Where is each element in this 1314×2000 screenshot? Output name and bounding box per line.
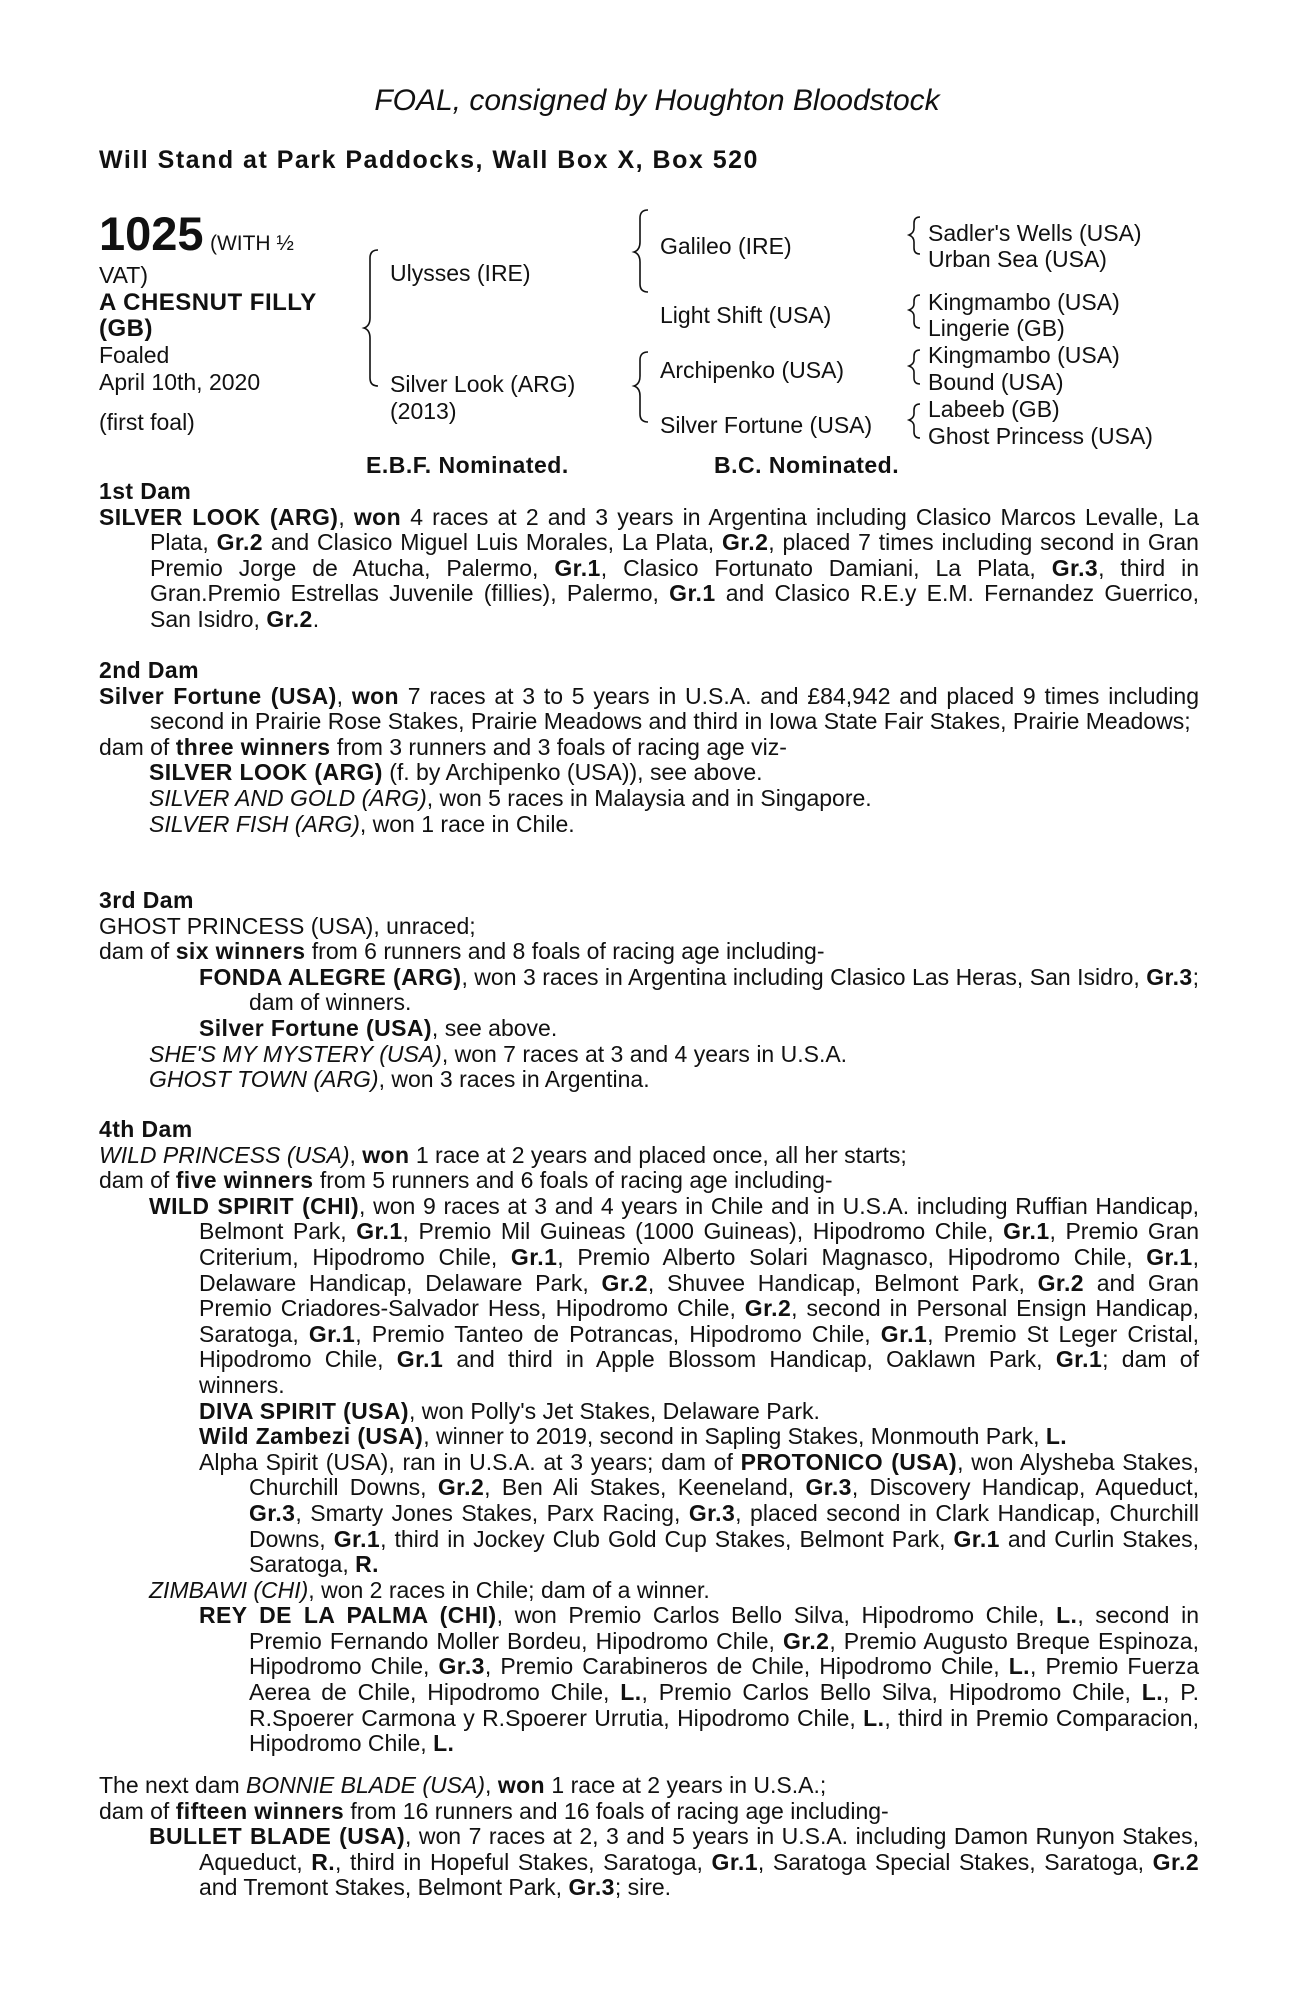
brace-galileo [909,217,920,254]
pedigree-dss: Kingmambo (USA) [928,342,1120,368]
pedigree-ddd: Ghost Princess (USA) [928,423,1153,449]
ebf-nominated: E.B.F. Nominated. [366,452,569,478]
produce-item: BULLET BLADE (USA), won 7 races at 2, 3 and 5 years in U.S.A. including Damon Runyon Stakes, Aqueduct, R., third in Hopeful Stakes, Saratoga, Gr.1, Saratoga Special Stakes, Saratoga, Gr.2 and Tremont Stakes, Belmont Park, Gr.3; sire. [149,1823,1200,1901]
section-heading: 2nd Dam [99,657,199,683]
second-dam-section [99,658,1199,837]
produce-item: SILVER LOOK (ARG) (f. by Archipenko (USA)), see above. [149,759,763,786]
first-dam-section [99,479,1199,633]
pedigree-sire: Ulysses (IRE) [390,260,531,286]
foaled-label: Foaled [99,342,170,368]
bc-nominated: B.C. Nominated. [714,452,900,478]
section-heading: 3rd Dam [99,887,194,913]
brace-dam-line [634,352,648,422]
fourth-dam-section [99,1117,1199,1757]
brace-archipenko [909,350,920,384]
pedigree-dds: Labeeb (GB) [928,396,1060,422]
second-dam-produce-line: dam of three winners from 3 runners and 3 foals of racing age viz- [99,733,787,760]
vat-note-2: VAT) [99,262,148,288]
pedigree-dam-year: (2013) [390,398,457,424]
pedigree-sss: Sadler's Wells (USA) [928,220,1142,246]
brace-light-shift [909,295,920,328]
pedigree-sire-sire: Galileo (IRE) [660,233,792,259]
third-dam-line: GHOST PRINCESS (USA), unraced; [99,912,476,939]
section-heading: 4th Dam [99,1116,193,1142]
section-heading: 1st Dam [99,478,192,504]
second-dam-paragraph: Silver Fortune (USA), won 7 races at 3 to 5 years in U.S.A. and £84,942 and placed 9 times including second in Prairie Rose Stakes, Prairie Meadows and third in Iowa State Fair Stakes, Prairie Meadows; [99,682,1199,735]
first-foal-note: (first foal) [99,409,195,435]
pedigree-dam-sire: Archipenko (USA) [660,357,845,383]
produce-item: GHOST TOWN (ARG), won 3 races in Argentina. [149,1066,650,1093]
first-dam-paragraph: SILVER LOOK (ARG), won 4 races at 2 and 3 years in Argentina including Clasico Marcos Levalle, La Plata, Gr.2 and Clasico Miguel Luis Morales, La Plata, Gr.2, placed 7 times including second in Gran Premio Jorge de Atucha, Palermo, Gr.1, Clasico Fortunato Damiani, La Plata, Gr.3, third in Gran.Premio Estrellas Juvenile (fillies), Palermo, Gr.1 and Clasico R.E.y E.M. Fernandez Guerrico, San Isidro, Gr.2. [99,503,1199,632]
produce-item: Alpha Spirit (USA), ran in U.S.A. at 3 years; dam of PROTONICO (USA), won Alysheba Stakes, Churchill Downs, Gr.2, Ben Ali Stakes, Keeneland, Gr.3, Discovery Handicap, Aqueduct, Gr.3, Smarty Jones Stakes, Parx Racing, Gr.3, placed second in Clark Handicap, Churchill Downs, Gr.1, third in Jockey Club Gold Cup Stakes, Belmont Park, Gr.1 and Curlin Stakes, Saratoga, R. [199,1448,1200,1578]
fourth-dam-line: WILD PRINCESS (USA), won 1 race at 2 years and placed once, all her starts; [99,1141,907,1168]
foaled-date: April 10th, 2020 [99,369,261,395]
pedigree-sds: Kingmambo (USA) [928,289,1120,315]
pedigree-dsd: Bound (USA) [928,369,1064,395]
pedigree-dam: Silver Look (ARG) [390,371,576,397]
consignor-header: FOAL, consigned by Houghton Bloodstock [374,84,940,117]
produce-item: SHE'S MY MYSTERY (USA), won 7 races at 3 and 4 years in U.S.A. [149,1040,848,1067]
fourth-dam-produce-line: dam of five winners from 5 runners and 6 foals of racing age including- [99,1167,833,1194]
produce-item: FONDA ALEGRE (ARG), won 3 races in Argentina including Clasico Las Heras, San Isidro, Gr.3; dam of winners. [199,963,1199,1016]
produce-item: REY DE LA PALMA (CHI), won Premio Carlos Bello Silva, Hipodromo Chile, L., second in Premio Fernando Moller Bordeu, Hipodromo Chile, Gr.2, Premio Augusto Breque Espinoza, Hipodromo Chile, Gr.3, Premio Carabineros de Chile, Hipodromo Chile, L., Premio Fuerza Aerea de Chile, Hipodromo Chile, L., Premio Carlos Bello Silva, Hipodromo Chile, L., P. R.Spoerer Carmona y R.Spoerer Urrutia, Hipodromo Chile, L., third in Premio Comparacion, Hipodromo Chile, L. [199,1602,1199,1757]
lot-description: A CHESNUT FILLY [99,289,317,316]
vat-note: (WITH ½ [209,232,294,255]
third-dam-produce-line: dam of six winners from 6 runners and 8 foals of racing age including- [99,938,825,965]
stabling-line: Will Stand at Park Paddocks, Wall Box X, Box 520 [99,146,759,174]
next-dam-section [99,1773,1199,1901]
next-dam-produce-line: dam of fifteen winners from 16 runners and 16 foals of racing age including- [99,1797,889,1824]
third-dam-section [99,888,1199,1093]
lot-description-country: (GB) [99,315,153,342]
pedigree-dam-dam: Silver Fortune (USA) [660,412,873,438]
produce-item: Silver Fortune (USA), see above. [199,1014,558,1041]
next-dam-line: The next dam BONNIE BLADE (USA), won 1 race at 2 years in U.S.A.; [99,1772,827,1798]
produce-item: WILD SPIRIT (CHI), won 9 races at 3 and 4 years in Chile and in U.S.A. including Ruffian Handicap, Belmont Park, Gr.1, Premio Mil Guineas (1000 Guineas), Hipodromo Chile, Gr.1, Premio Gran Criterium, Hipodromo Chile, Gr.1, Premio Alberto Solari Magnasco, Hipodromo Chile, Gr.1, Delaware Handicap, Delaware Park, Gr.2, Shuvee Handicap, Belmont Park, Gr.2 and Gran Premio Criadores-Salvador Hess, Hipodromo Chile, Gr.2, second in Personal Ensign Handicap, Saratoga, Gr.1, Premio Tanteo de Potrancas, Hipodromo Chile, Gr.1, Premio St Leger Cristal, Hipodromo Chile, Gr.1 and third in Apple Blossom Handicap, Oaklawn Park, Gr.1; dam of winners. [149,1192,1200,1398]
produce-item: DIVA SPIRIT (USA), won Polly's Jet Stakes, Delaware Park. [199,1397,820,1424]
brace-sire-dam [364,250,378,386]
lot-number: 1025 [99,207,204,260]
produce-item: SILVER FISH (ARG), won 1 race in Chile. [149,810,575,837]
produce-item: SILVER AND GOLD (ARG), won 5 races in Malaysia and in Singapore. [149,784,872,811]
pedigree-ssd: Urban Sea (USA) [928,246,1107,272]
brace-silver-fortune [909,404,920,438]
produce-item: ZIMBAWI (CHI), won 2 races in Chile; dam of a winner. [149,1576,710,1603]
produce-item: Wild Zambezi (USA), winner to 2019, second in Sapling Stakes, Monmouth Park, L. [199,1423,1068,1450]
pedigree-sdd: Lingerie (GB) [928,315,1065,341]
brace-sire-line [634,210,648,292]
pedigree-sire-dam: Light Shift (USA) [660,302,832,328]
